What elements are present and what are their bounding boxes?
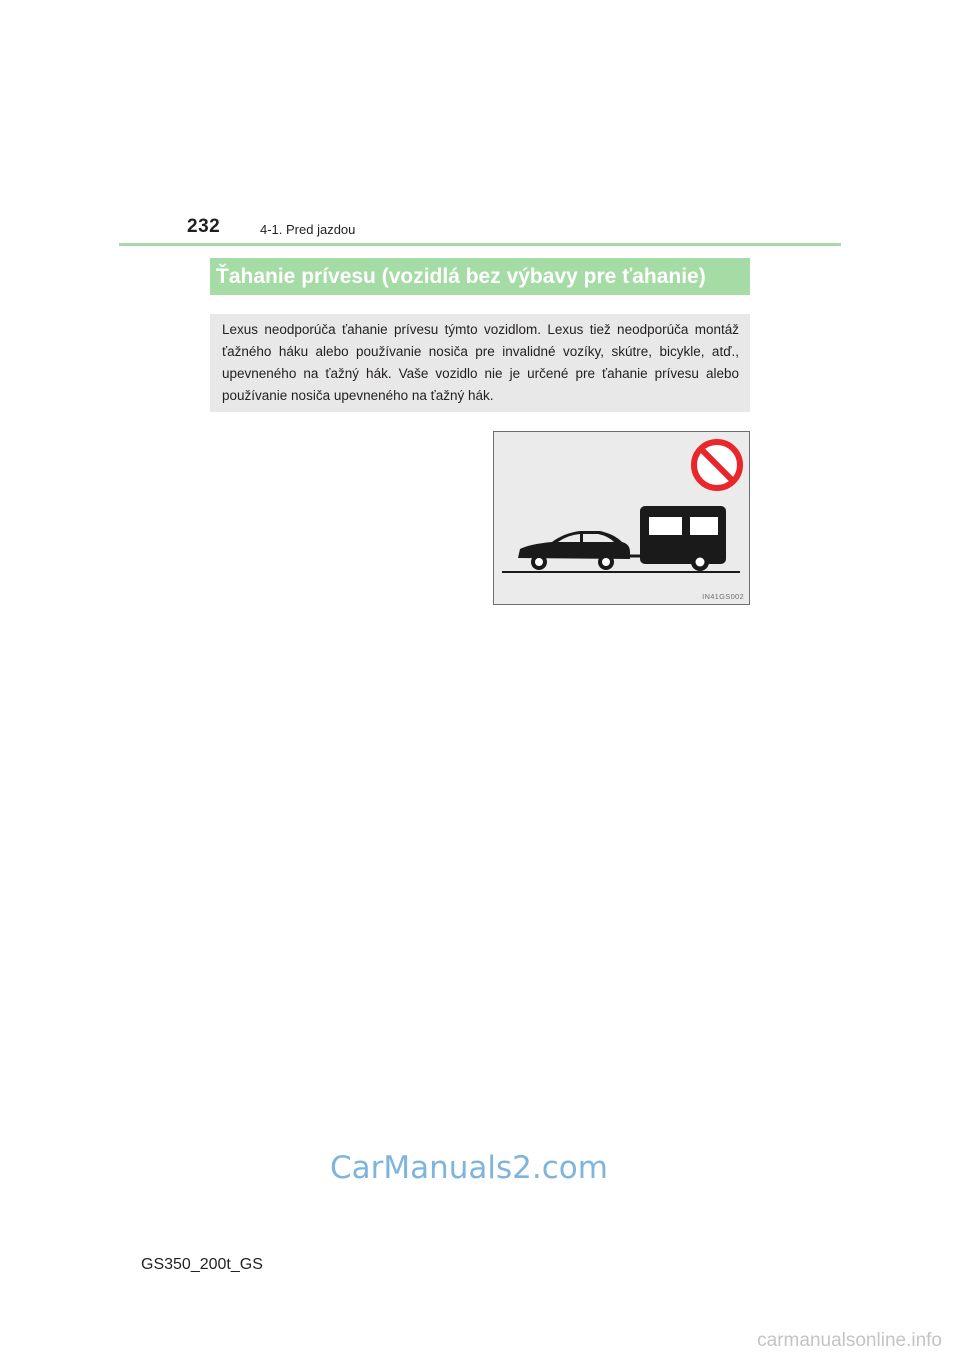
intro-box	[210, 314, 750, 412]
header-divider	[119, 243, 841, 246]
footer-model-code: GS350_200t_GS	[141, 1256, 263, 1273]
prohibition-icon	[694, 442, 740, 488]
figure-code: IN41GS002	[702, 592, 744, 601]
watermark-link[interactable]: CarManuals2.com	[330, 1150, 608, 1186]
section-title: Ťahanie prívesu (vozidlá bez výbavy pre ťahanie)	[210, 258, 750, 295]
page-number: 232	[187, 216, 221, 237]
chapter-title: 4-1. Pred jazdou	[260, 222, 356, 237]
car-icon	[518, 531, 630, 570]
trailer-icon	[640, 506, 726, 571]
intro-text: Lexus neodporúča ťahanie prívesu týmto vozidlom. Lexus tiež neodporúča montáž ťažného háku alebo používanie nosiča pre invalidné vozíky, skútre, bicykle, atď., upevneného na ťažný hák. Vaše vozidlo nie je určené pre ťahanie prívesu alebo používanie nosiča upevneného na ťažný hák.	[222, 322, 739, 403]
watermark-bottom: carmanualsonline.info	[757, 1330, 942, 1351]
towing-prohibited-figure	[493, 431, 750, 605]
figure-illustration	[494, 432, 749, 604]
